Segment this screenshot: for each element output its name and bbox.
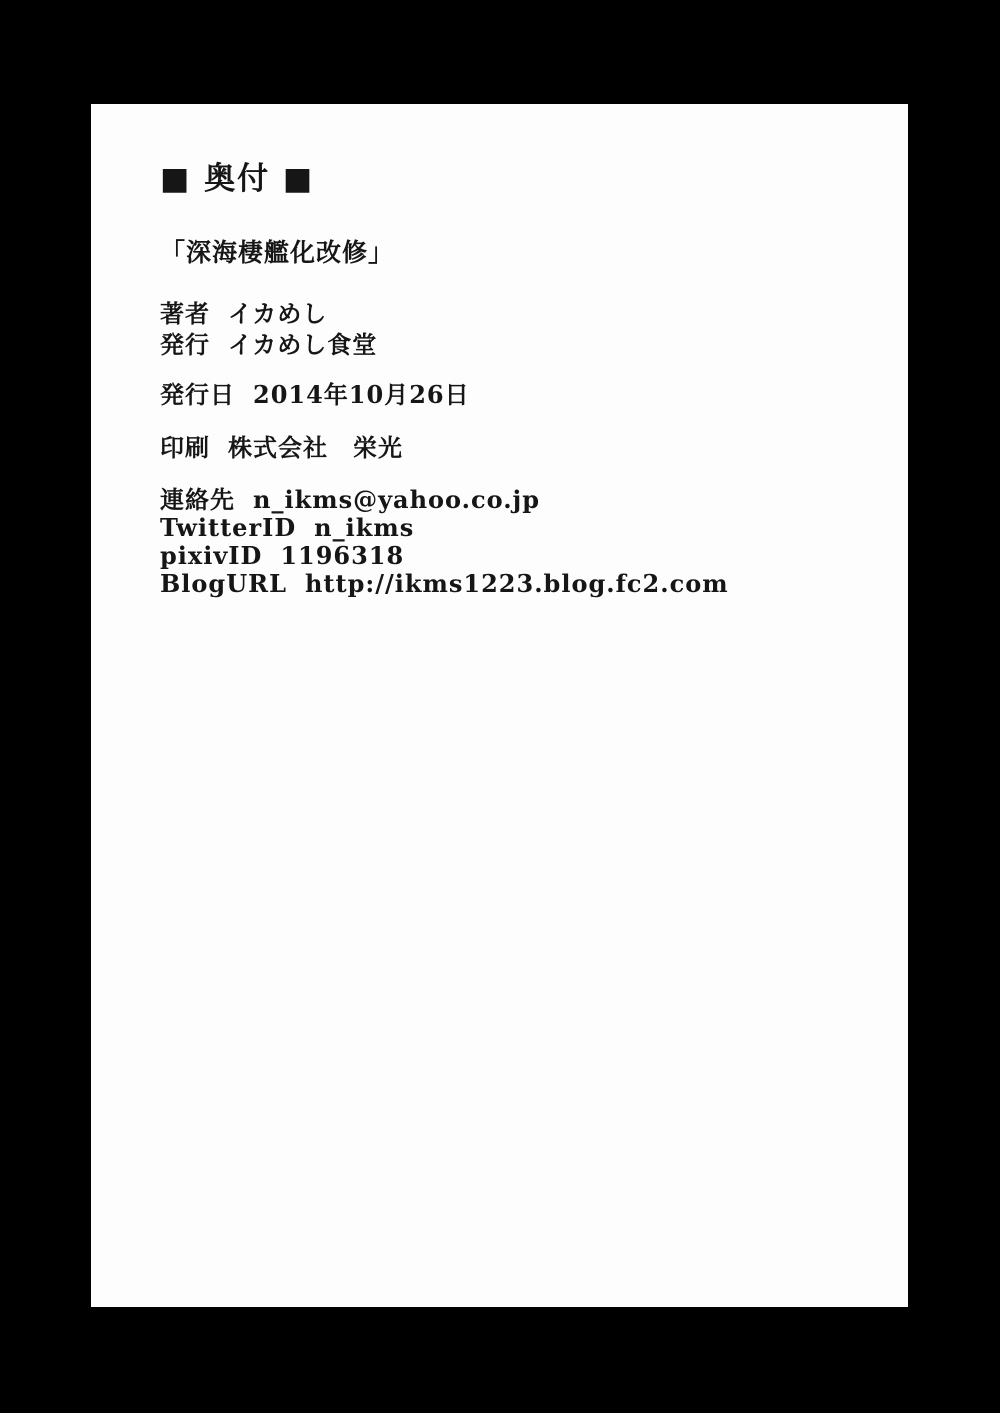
contact-pixiv-label: pixivID (160, 541, 263, 570)
contact-twitter-label: TwitterID (160, 513, 297, 542)
publish-date-value: 2014年10月26日 (253, 380, 470, 409)
contact-email-value: n_ikms@yahoo.co.jp (253, 485, 541, 514)
printer-label: 印刷 (160, 433, 210, 462)
author-label: 著者 (160, 299, 210, 328)
printer-value: 株式会社 栄光 (228, 433, 403, 462)
contact-twitter-value: n_ikms (314, 513, 415, 542)
colophon-page (91, 104, 908, 1307)
colophon-header: ■ 奥付 ■ (160, 161, 315, 197)
contact-pixiv-value: 1196318 (280, 541, 405, 570)
author-row (160, 298, 868, 329)
contact-blog-row (160, 570, 868, 598)
contact-pixiv-row (160, 542, 868, 570)
book-title: 「深海棲艦化改修」 (160, 238, 395, 267)
printer-row (160, 432, 868, 463)
contact-group (160, 486, 868, 598)
contact-email-row (160, 486, 868, 514)
contact-twitter-row (160, 514, 868, 542)
contact-blog-value: http://ikms1223.blog.fc2.com (304, 569, 729, 598)
author-value: イカめし (228, 299, 328, 328)
author-publisher-group (160, 298, 868, 360)
publish-date-label: 発行日 (160, 380, 235, 409)
publisher-label: 発行 (160, 330, 210, 359)
contact-blog-label: BlogURL (160, 569, 287, 598)
publish-date-row (160, 379, 868, 410)
contact-email-label: 連絡先 (160, 485, 235, 514)
publisher-value: イカめし食堂 (228, 330, 378, 359)
publisher-row (160, 329, 868, 360)
